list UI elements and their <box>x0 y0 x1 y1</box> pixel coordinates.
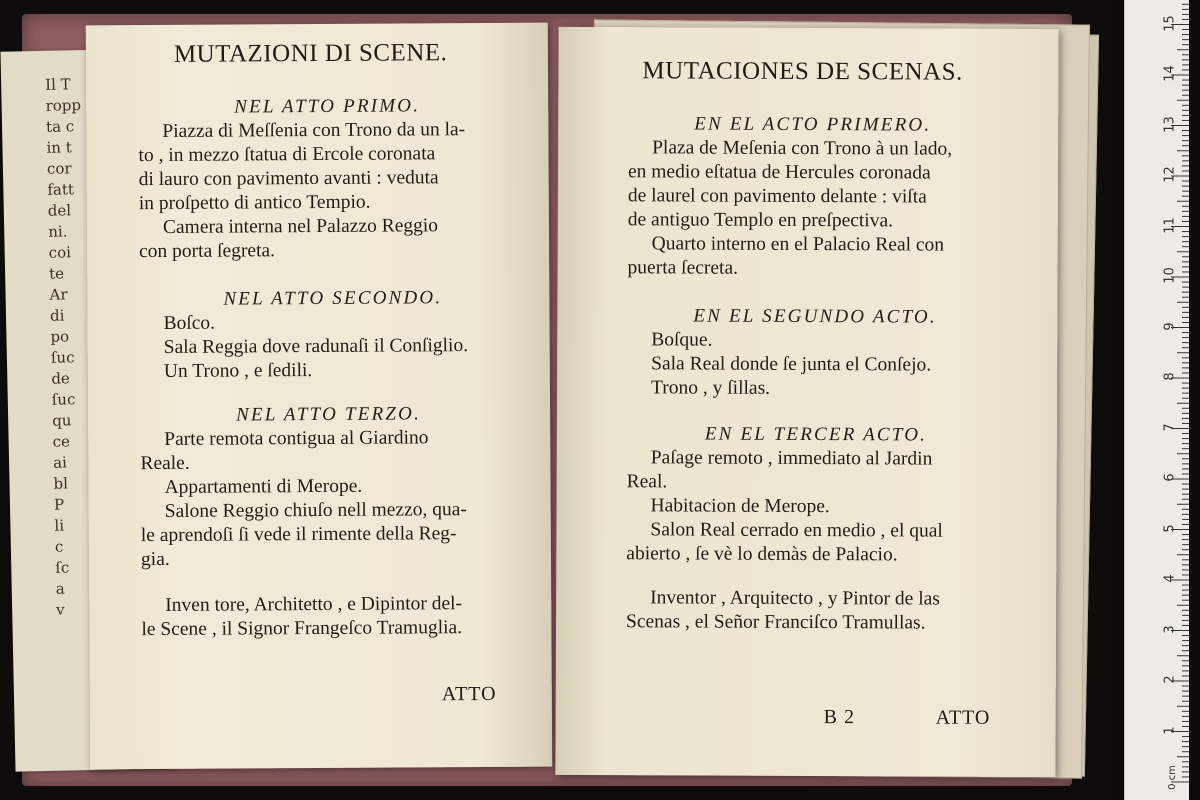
underlying-page-line: po <box>50 327 70 346</box>
left-catchword: ATTO <box>441 682 497 706</box>
right-act2-line: Boſque. <box>651 329 713 351</box>
ruler-number: 5 <box>1162 523 1178 533</box>
underlying-page-line: del <box>47 201 72 220</box>
left-act3-heading: NEL ATTO TERZO. <box>236 403 422 426</box>
right-act1-line: de laurel con pavimento delante : viſta <box>627 185 927 208</box>
ruler-number: 3 <box>1162 624 1178 634</box>
underlying-page-line: c <box>54 537 64 556</box>
underlying-page-line: coi <box>48 243 72 262</box>
left-act1-line: di lauro con pavimento avanti : veduta <box>138 167 439 191</box>
ruler-number: 2 <box>1162 675 1178 684</box>
left-act3-line: le aprendoſi ſi vede il rimente della Reg- <box>140 523 457 547</box>
right-act1-line: de antiguo Templo en preſpectiva. <box>627 209 894 232</box>
underlying-page-line: ropp <box>45 96 82 115</box>
right-act3-line: Habitacion de Merope. <box>650 495 830 518</box>
right-act1-line: Quarto interno en el Palacio Real con <box>651 233 945 256</box>
left-act3-line: Parte remota contigua al Giardino <box>164 427 429 450</box>
left-act1-line: con porta ſegreta. <box>139 240 276 263</box>
left-act2-line: Sala Reggia dove radunaſi il Conſiglio. <box>163 335 469 358</box>
right-credit-line: Scenas , el Señor Franciſco Tramullas. <box>625 611 926 634</box>
left-act2-line: Un Trono , e ſedili. <box>163 360 313 382</box>
right-act3-line: Real. <box>626 471 668 493</box>
right-catchword: ATTO <box>935 706 991 729</box>
right-act3-line: abierto , ſe vè lo demàs de Palacio. <box>626 543 898 566</box>
left-act2-line: Boſco. <box>163 312 216 334</box>
underlying-page-line: P <box>53 495 65 514</box>
left-act2-heading: NEL ATTO SECONDO. <box>223 287 443 310</box>
left-act1-line: Piazza di Meſſenia con Trono da un la- <box>162 119 466 142</box>
underlying-page-line: ni. <box>48 222 68 241</box>
underlying-page-line: ſuc <box>50 348 75 367</box>
ruler-number: 10 <box>1162 267 1178 284</box>
left-act3-line: gia. <box>140 548 170 571</box>
left-page-title: MUTAZIONI DI SCENE. <box>173 39 448 68</box>
left-credit-line: Inven tore, Architetto , e Dipintor del- <box>165 593 463 616</box>
underlying-page-line: ce <box>52 432 71 451</box>
ruler-number: 15 <box>1162 14 1178 32</box>
ruler-number: 11 <box>1162 216 1178 234</box>
underlying-page-line: in t <box>46 138 72 157</box>
underlying-page-line: ſc <box>55 558 70 577</box>
right-page <box>555 27 1058 777</box>
underlying-page-line: ai <box>52 453 68 472</box>
right-page-title: MUTACIONES DE SCENAS. <box>642 57 963 86</box>
measuring-ruler <box>1124 0 1189 800</box>
ruler-number: 14 <box>1162 65 1178 82</box>
ruler-ticks <box>1125 0 1189 800</box>
ruler-number: 9 <box>1162 321 1178 331</box>
underlying-page-line: te <box>48 264 65 283</box>
left-page <box>86 23 553 770</box>
underlying-page-line: bl <box>53 474 69 493</box>
underlying-page-line: cor <box>46 159 72 178</box>
right-act3-line: Salon Real cerrado en medio , el qual <box>650 519 943 542</box>
right-act1-line: en medio eſtatua de Hercules coronada <box>627 161 931 184</box>
left-act1-heading: NEL ATTO PRIMO. <box>234 95 421 118</box>
right-act1-line: puerta ſecreta. <box>627 257 739 279</box>
underlying-page-line: fatt <box>47 180 75 199</box>
ruler-number: 8 <box>1162 372 1178 381</box>
ruler-number: 12 <box>1162 166 1178 183</box>
left-act3-line: Appartamenti di Merope. <box>164 475 363 498</box>
ruler-unit: 0 cm <box>1167 765 1179 790</box>
underlying-page-line: v <box>55 600 65 619</box>
ruler-number: 13 <box>1162 115 1178 133</box>
left-act3-line: Salone Reggio chiuſo nell mezzo, qua- <box>164 499 467 522</box>
left-credit-line: le Scene , il Signor Frangeſco Tramuglia. <box>141 617 463 641</box>
underlying-page-line: de <box>51 369 71 388</box>
underlying-page-line: qu <box>52 411 72 430</box>
left-act3-line: Reale. <box>140 452 190 475</box>
ruler-number: 7 <box>1162 422 1178 432</box>
right-act3-heading: EN EL TERCER ACTO. <box>704 423 928 446</box>
right-credit-line: Inventor , Arquitecto , y Pintor de las <box>650 587 940 610</box>
ruler-number: 6 <box>1162 473 1178 482</box>
underlying-page-line: ta c <box>45 117 75 136</box>
ruler-number: 1 <box>1162 725 1178 735</box>
right-act2-heading: EN EL SEGUNDO ACTO. <box>693 305 937 328</box>
signature-mark: B 2 <box>823 706 856 729</box>
right-act1-heading: EN EL ACTO PRIMERO. <box>694 113 932 136</box>
underlying-page-line: ſuc <box>51 390 76 409</box>
left-act1-line: in proſpetto di antico Tempio. <box>138 191 371 215</box>
left-act1-line: Camera interna nel Palazzo Reggio <box>162 215 439 238</box>
right-act2-line: Trono , y ſillas. <box>651 377 771 399</box>
underlying-page-line: li <box>54 516 65 535</box>
right-act2-line: Sala Real donde ſe junta el Conſejo. <box>651 353 932 376</box>
underlying-page-line: Il T <box>44 75 71 94</box>
underlying-page-line: di <box>49 306 65 325</box>
left-act1-line: to , in mezzo ſtatua di Ercole coronata <box>138 143 436 167</box>
underlying-page-line: Ar <box>49 285 68 304</box>
underlying-page-line: a <box>55 579 65 598</box>
right-act3-line: Paſage remoto , immediato al Jardin <box>650 447 933 470</box>
ruler-number: 4 <box>1162 574 1178 583</box>
right-act1-line: Plaza de Meſenia con Trono à un lado, <box>652 137 953 160</box>
